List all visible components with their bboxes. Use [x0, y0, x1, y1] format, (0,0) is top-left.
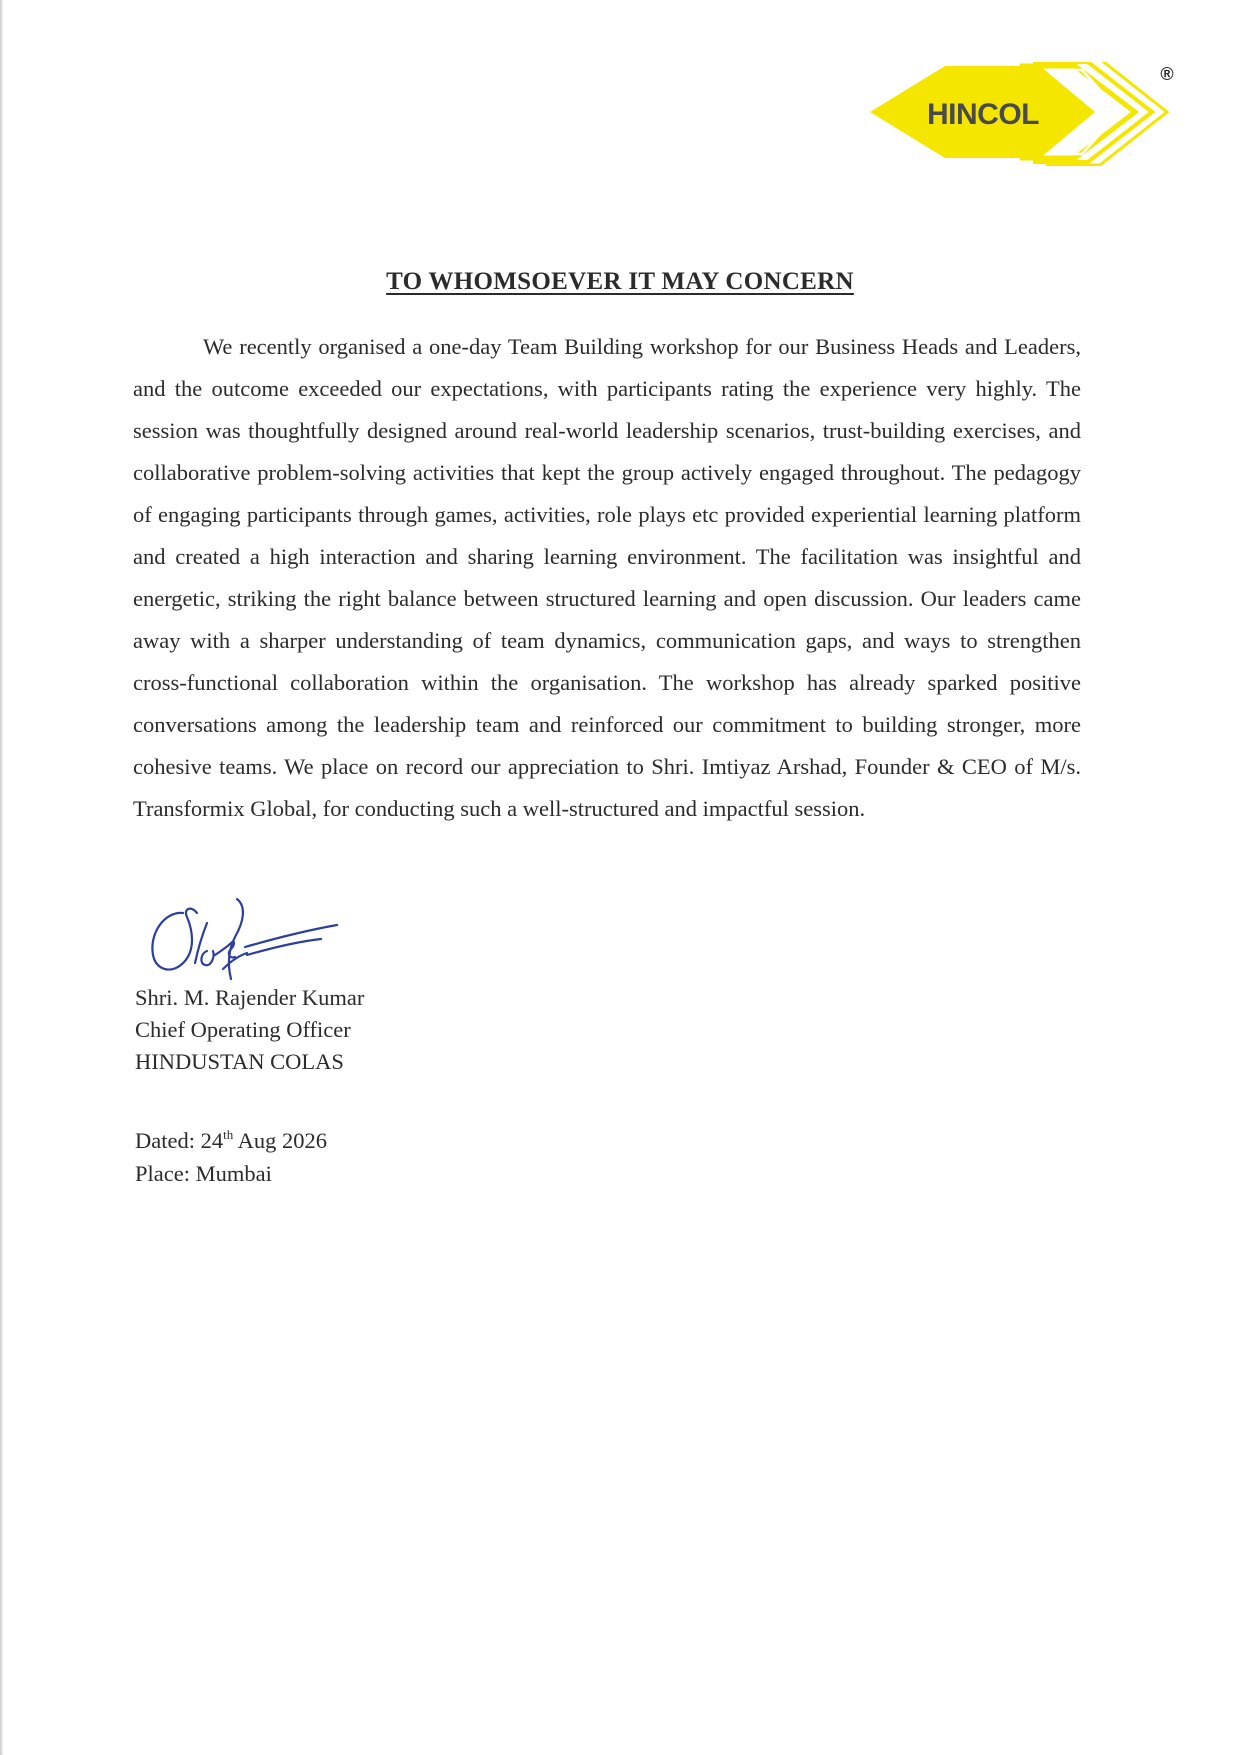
signatory-designation: Chief Operating Officer	[135, 1017, 351, 1042]
date-place-block	[135, 1124, 327, 1190]
signatory-company: HINDUSTAN COLAS	[135, 1049, 344, 1074]
dated-label: Dated:	[135, 1128, 201, 1153]
registered-mark: ®	[1160, 64, 1174, 84]
signatory-block	[135, 982, 364, 1078]
letter-title-text: TO WHOMSOEVER IT MAY CONCERN	[386, 268, 854, 295]
letter-title	[0, 268, 1240, 296]
place-line: Place: Mumbai	[135, 1161, 272, 1186]
date-line	[135, 1124, 327, 1157]
signatory-name: Shri. M. Rajender Kumar	[135, 985, 365, 1010]
date-day-suffix: th	[223, 1127, 234, 1142]
date-month-year: Aug 2026	[233, 1128, 327, 1153]
handwritten-signature	[143, 893, 353, 983]
hincol-logo	[870, 62, 1180, 166]
logo-text: HINCOL	[927, 98, 1039, 131]
date-day: 24	[200, 1128, 224, 1153]
letter-body: We recently organised a one-day Team Building workshop for our Business Heads and Leaders, and the outcome exceeded our expectations, with participants rating the experience very highly. The session was thoughtfully designed around real-world leadership scenarios, trust-building exercises, and collaborative problem-solving activities that kept the group actively engaged throughout. The pedagogy of engaging participants through games, activities, role plays etc provided experiential learning platform and created a high interaction and sharing learning environment. The facilitation was insightful and energetic, striking the right balance between structured learning and open discussion. Our leaders came away with a sharper understanding of team dynamics, communication gaps, and ways to strengthen cross-functional collaboration within the organisation. The workshop has already sparked positive conversations among the leadership team and reinforced our commitment to building stronger, more cohesive teams. We place on record our appreciation to Shri. Imtiyaz Arshad, Founder & CEO of M/s. Transformix Global, for conducting such a well-structured and impactful session.	[133, 334, 1081, 821]
scan-edge	[0, 0, 3, 1755]
